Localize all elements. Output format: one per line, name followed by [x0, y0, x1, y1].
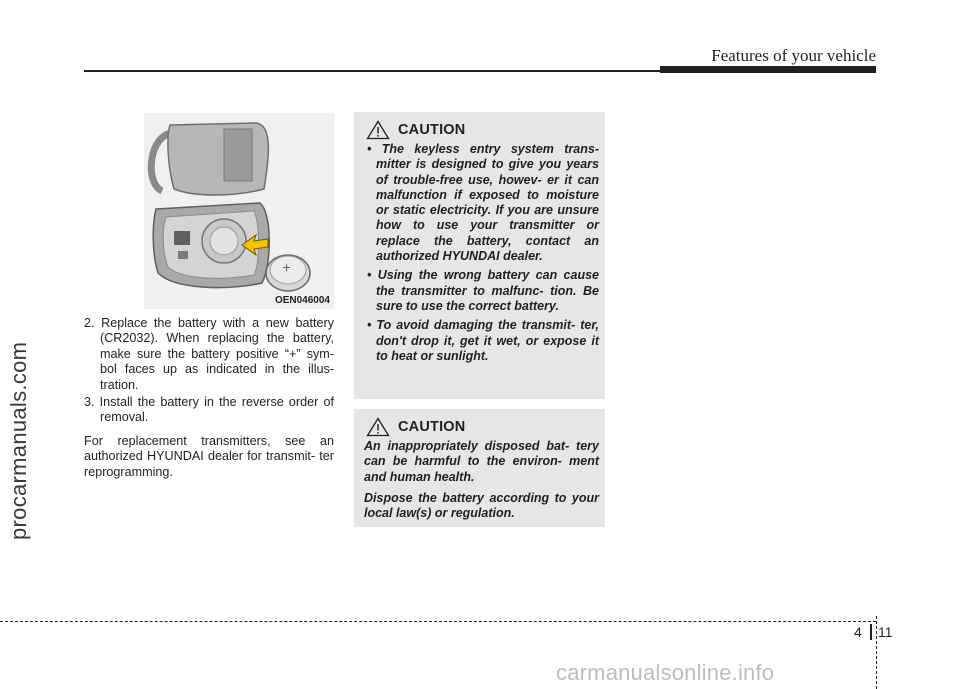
caution-title: CAUTION: [398, 122, 466, 138]
page-number: 11: [878, 624, 893, 640]
header-rule-accent: [660, 66, 876, 73]
caution-header: [364, 417, 599, 437]
caution-bullet: • The keyless entry system trans- mitter is designed to give you years of trouble-free use, howev- er it can malfunction if exposed to moisture or static electricity. If you are unsure how to use your transmitter or replace the battery, contact an authorized HYUNDAI dealer.: [367, 142, 599, 264]
caution-title: CAUTION: [398, 419, 466, 435]
instruction-step: 2. Replace the battery with a new battery (CR2032). When replacing the battery, make sure the battery positive “+” sym- bol faces up as indicated in the illus- tration.: [84, 316, 334, 392]
svg-text:+: +: [282, 261, 292, 274]
caution-box-transmitter: [354, 112, 605, 399]
warning-triangle-icon: [366, 417, 390, 437]
side-watermark: procarmanuals.com: [6, 341, 31, 540]
bottom-watermark: carmanualsonline.info: [556, 660, 775, 685]
left-column: [84, 316, 334, 480]
chapter-number: 4: [854, 624, 862, 640]
body-paragraph: For replacement transmitters, see an authorized HYUNDAI dealer for transmit- ter reprogramming.: [84, 433, 334, 479]
page-header-title: Features of your vehicle: [711, 46, 876, 65]
key-fob-drawing: [144, 113, 334, 309]
caution-box-disposal: [354, 409, 605, 527]
caution-bullet: • To avoid damaging the transmit- ter, don't drop it, get it wet, or expose it to heat or sunlight.: [367, 318, 599, 363]
key-fob-battery-illustration: [144, 113, 334, 309]
header-rule: [84, 70, 660, 72]
page-number-separator: [870, 624, 872, 640]
instruction-step: 3. Install the battery in the reverse order of removal.: [84, 395, 334, 425]
caution-header: [364, 120, 599, 140]
caution-paragraph: An inappropriately disposed bat- tery can be harmful to the environ- ment and human health.: [364, 439, 599, 484]
caution-bullet: • Using the wrong battery can cause the transmitter to malfunc- tion. Be sure to use the correct battery.: [367, 268, 599, 313]
figure-code: OEN046004: [274, 295, 330, 306]
warning-triangle-icon: [366, 120, 390, 140]
caution-paragraph: Dispose the battery according to your local law(s) or regulation.: [364, 490, 599, 521]
footer-rule: [0, 621, 876, 622]
